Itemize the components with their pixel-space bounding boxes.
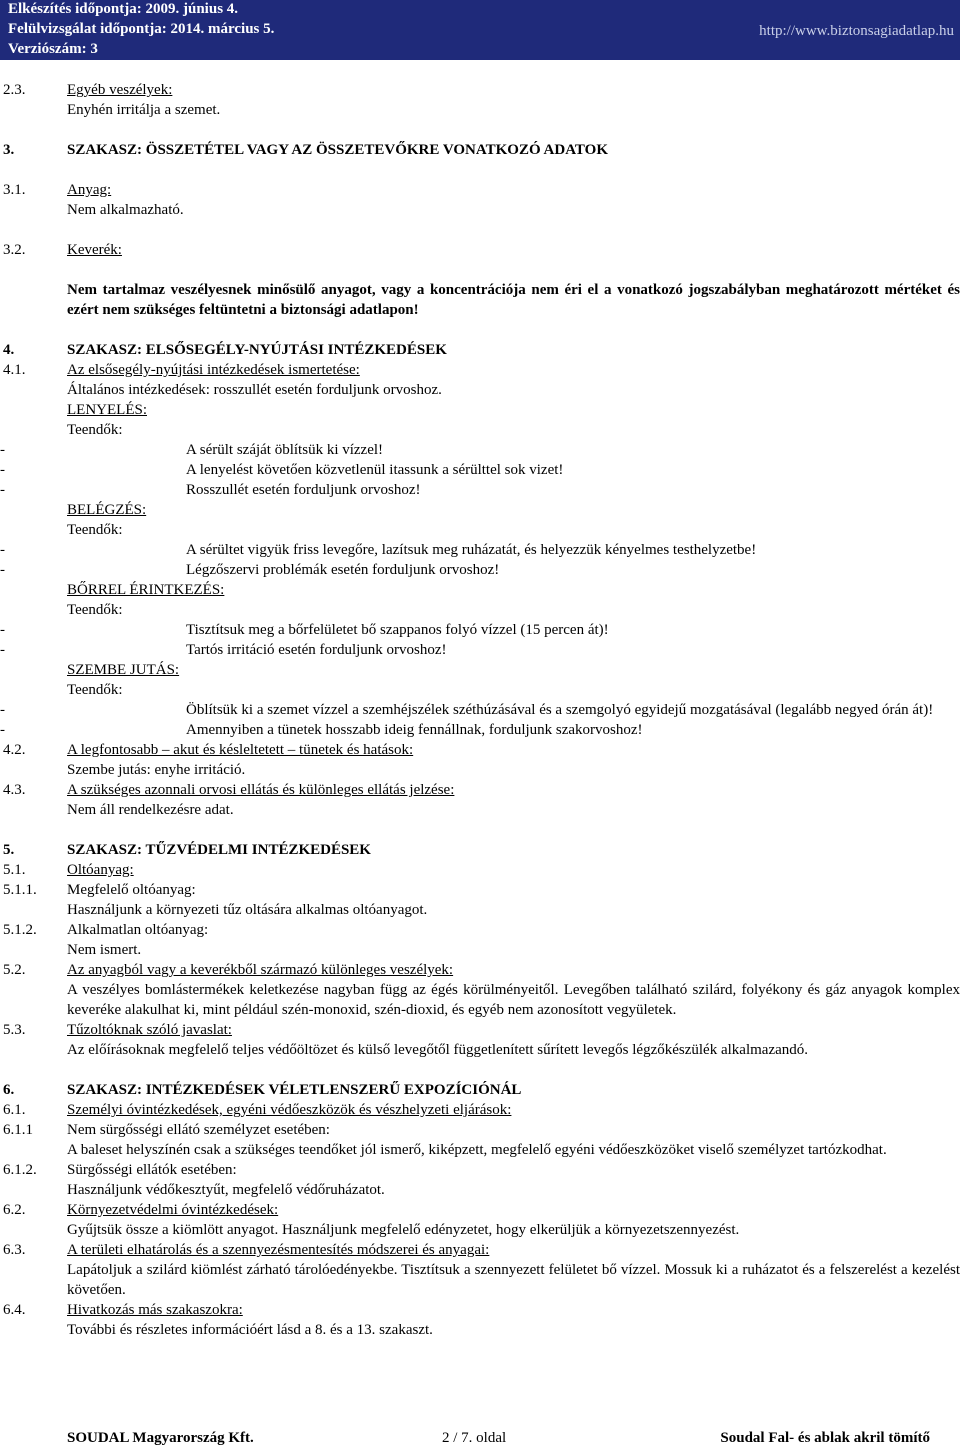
list-item: - A sérültet vigyük friss levegőre, lazítsuk meg ruházatát, és helyezzük kényelmes testhelyzetbe!: [0, 542, 757, 558]
section-5-3-text: Az előírásoknak megfelelő teljes védőöltözet és külső levegőtől függetlenített sűrített levegős légzőkészülék alkalmazandó.: [67, 1042, 809, 1058]
eye-contact-label: SZEMBE JUTÁS:: [67, 662, 180, 678]
list-item: - A sérült száját öblítsük ki vízzel!: [0, 442, 384, 458]
section-5-1-1-heading: 5.1.1. Megfelelő oltóanyag:: [3, 882, 196, 898]
section-5-1-heading: 5.1. Oltóanyag:: [3, 862, 134, 878]
section-6-1-1-text: A baleset helyszínén csak a szükséges teendőket jól ismerő, kiképzett, megfelelő egyéni védőeszközöket viselő személyzet tartózkodhat.: [67, 1142, 887, 1158]
section-3-2-text: Nem tartalmaz veszélyesnek minősülő anyagot, vagy a koncentrációja nem éri el a vonatkozó jogszabályban meghatározott mértéket és ezért nem szükséges feltüntetni a biztonsági adatlapon!: [67, 282, 960, 318]
section-4-2-heading: 4.2. A legfontosabb – akut és késleltetett – tünetek és hatások:: [3, 742, 414, 758]
section-4-1-heading: 4.1. Az elsősegély-nyújtási intézkedések ismertetése:: [3, 362, 360, 378]
list-item: - Rosszullét esetén forduljunk orvoshoz!: [0, 482, 421, 498]
ingestion-label: LENYELÉS:: [67, 402, 147, 418]
section-4-2-text: Szembe jutás: enyhe irritáció.: [67, 762, 246, 778]
version-number: Verziószám: 3: [8, 41, 98, 57]
footer-company: SOUDAL Magyarország Kft.: [67, 1430, 254, 1446]
section-5-heading: 5. SZAKASZ: TŰZVÉDELMI INTÉZKEDÉSEK: [3, 842, 371, 858]
section-2-3-heading: 2.3. Egyéb veszélyek:: [3, 82, 173, 98]
section-4-3-heading: 4.3. A szükséges azonnali orvosi ellátás és különleges ellátás jelzése:: [3, 782, 455, 798]
list-item: - Tartós irritáció esetén forduljunk orvoshoz!: [0, 642, 447, 658]
prepared-date: Elkészítés időpontja: 2009. június 4.: [8, 1, 239, 17]
section-5-2-heading: 5.2. Az anyagból vagy a keverékből származó különleges veszélyek:: [3, 962, 454, 978]
section-3-1-text: Nem alkalmazható.: [67, 202, 184, 218]
section-6-1-2-heading: 6.1.2. Sürgősségi ellátók esetében:: [3, 1162, 237, 1178]
page-number: 2 / 7. oldal: [442, 1430, 507, 1446]
section-4-3-text: Nem áll rendelkezésre adat.: [67, 802, 234, 818]
footer-product-name: Soudal Fal- és ablak akril tömítő: [720, 1430, 930, 1446]
list-item: - A lenyelést követően közvetlenül itassunk a sérülttel sok vizet!: [0, 462, 564, 478]
document-body: [0, 80, 960, 1340]
section-2-3-text: Enyhén irritálja a szemet.: [67, 102, 221, 118]
section-5-1-2-heading: 5.1.2. Alkalmatlan oltóanyag:: [3, 922, 209, 938]
section-6-2-text: Gyűjtsük össze a kiömlött anyagot. Használjunk megfelelő edényzetet, hogy elkerüljük a környezetszennyezést.: [67, 1222, 740, 1238]
section-6-4-text: További és részletes információért lásd a 8. és a 13. szakaszt.: [67, 1322, 433, 1338]
todo-label: Teendők:: [67, 422, 123, 438]
page-footer: [0, 1428, 960, 1448]
list-item: - Tisztítsuk meg a bőrfelületet bő szappanos folyó vízzel (15 percen át)!: [0, 622, 609, 638]
section-3-2-heading: 3.2. Keverék:: [3, 242, 122, 258]
section-6-3-text: Lapátoljuk a szilárd kiömlést zárható tárolóedényekbe. Tisztítsuk a szennyezett felületet bő vízzel. Mossuk ki a ruházatot és a felszerelést a kezelést követően.: [67, 1262, 960, 1298]
section-4-1-general: Általános intézkedések: rosszullét esetén forduljunk orvoshoz.: [67, 382, 442, 398]
section-5-1-2-text: Nem ismert.: [67, 942, 142, 958]
list-item: - Amennyiben a tünetek hosszabb ideig fennállnak, forduljunk szakorvoshoz!: [0, 722, 643, 738]
section-6-1-1-heading: 6.1.1 Nem sürgősségi ellátó személyzet esetében:: [3, 1122, 330, 1138]
section-6-heading: 6. SZAKASZ: INTÉZKEDÉSEK VÉLETLENSZERŰ EXPOZÍCIÓNÁL: [3, 1082, 522, 1098]
todo-label: Teendők:: [67, 682, 123, 698]
section-6-2-heading: 6.2. Környezetvédelmi óvintézkedések:: [3, 1202, 279, 1218]
page-header: [0, 0, 960, 60]
todo-label: Teendők:: [67, 602, 123, 618]
section-6-3-heading: 6.3. A területi elhatárolás és a szennyezésmentesítés módszerei és anyagai:: [3, 1242, 490, 1258]
skin-contact-label: BŐRREL ÉRINTKEZÉS:: [67, 582, 225, 598]
section-5-1-1-text: Használjunk a környezeti tűz oltására alkalmas oltóanyagot.: [67, 902, 428, 918]
revision-date: Felülvizsgálat időpontja: 2014. március 5.: [8, 21, 275, 37]
section-5-3-heading: 5.3. Tűzoltóknak szóló javaslat:: [3, 1022, 232, 1038]
section-3-1-heading: 3.1. Anyag:: [3, 182, 112, 198]
section-6-1-2-text: Használjunk védőkesztyűt, megfelelő védőruházatot.: [67, 1182, 385, 1198]
list-item: - Öblítsük ki a szemet vízzel a szemhéjszélek széthúzásával és a szemgolyó egyidejű mozgatásával (legalább negyed órán át)!: [0, 702, 934, 718]
inhalation-label: BELÉGZÉS:: [67, 502, 147, 518]
todo-label: Teendők:: [67, 522, 123, 538]
section-6-4-heading: 6.4. Hivatkozás más szakaszokra:: [3, 1302, 243, 1318]
list-item: - Légzőszervi problémák esetén forduljunk orvoshoz!: [0, 562, 500, 578]
section-4-heading: 4. SZAKASZ: ELSŐSEGÉLY-NYÚJTÁSI INTÉZKEDÉSEK: [3, 342, 447, 358]
section-3-heading: 3. SZAKASZ: ÖSSZETÉTEL VAGY AZ ÖSSZETEVŐKRE VONATKOZÓ ADATOK: [3, 142, 608, 158]
header-url-link[interactable]: http://www.biztonsagiadatlap.hu: [759, 23, 954, 39]
section-5-2-text: A veszélyes bomlástermékek keletkezése nagyban függ az égés körülményeitől. Levegőben található szilárd, folyékony és gáz anyagok komplex keveréke alakulhat ki, mint például szén-monoxid, szén-dioxid, és egyéb nem azonosított vegyületek.: [67, 982, 960, 1018]
section-6-1-heading: 6.1. Személyi óvintézkedések, egyéni védőeszközök és vészhelyzeti eljárások:: [3, 1102, 512, 1118]
